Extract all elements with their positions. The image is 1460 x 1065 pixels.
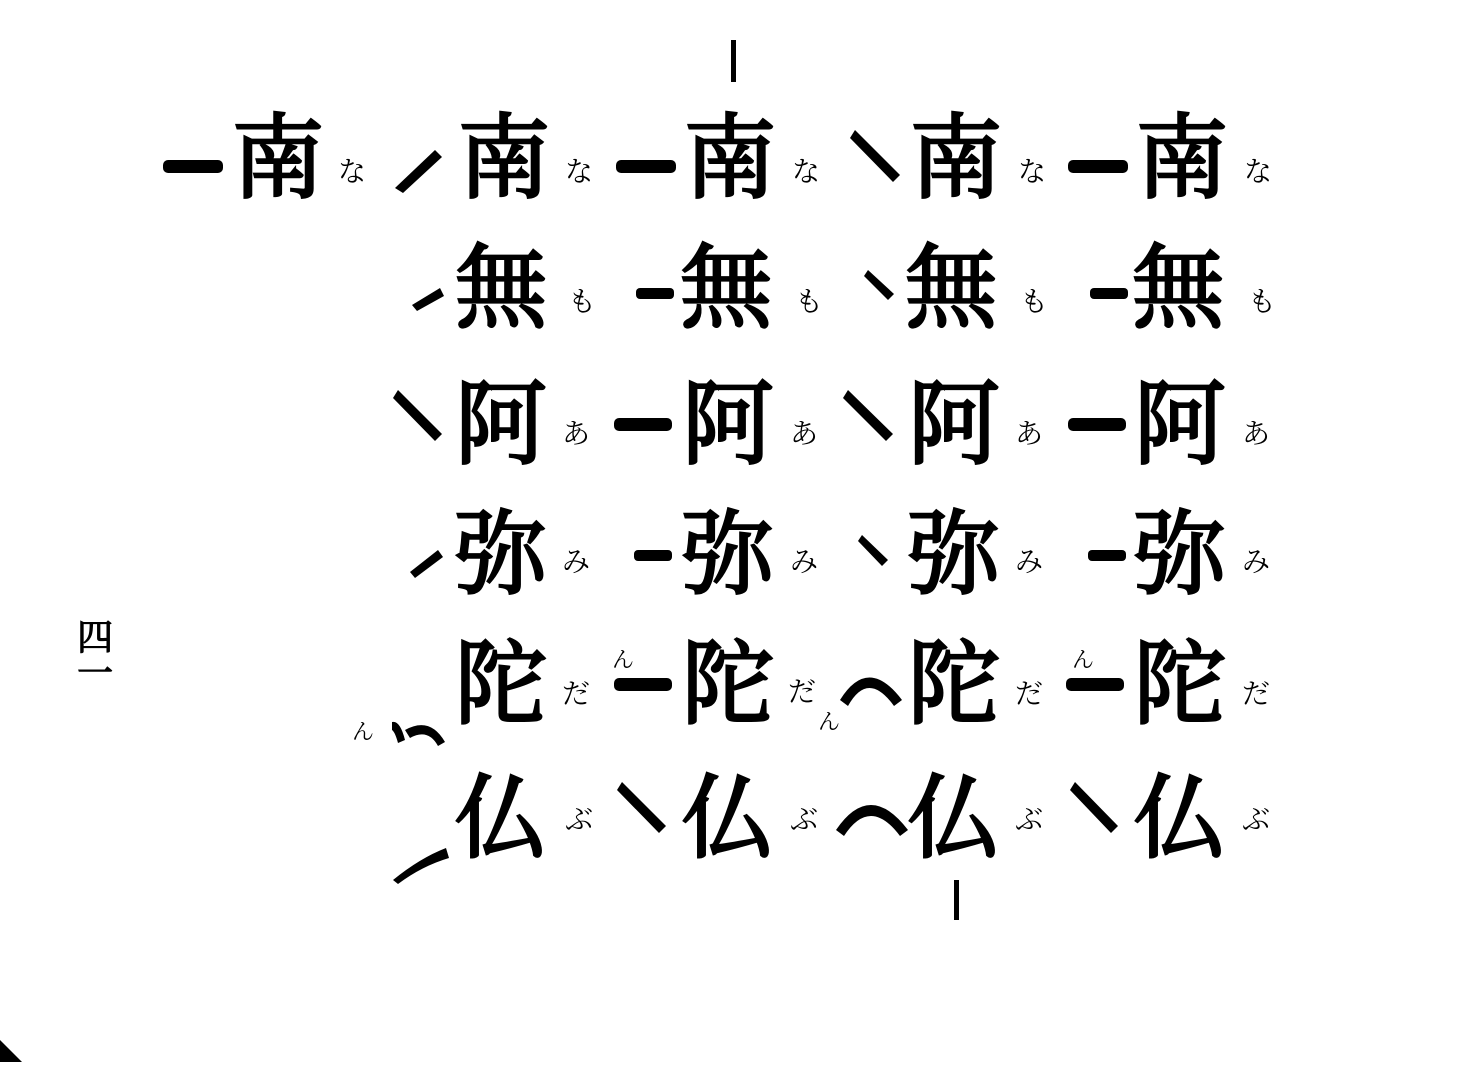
furigana: な (1244, 155, 1273, 188)
kanji-char: 陀 (1134, 630, 1227, 738)
dash-mark (1088, 550, 1126, 561)
kanji-char: 阿 (455, 370, 548, 478)
page-number-text: 四一 (71, 618, 113, 690)
furigana: ぶ (1242, 803, 1271, 836)
furigana: な (792, 155, 821, 188)
arch-mark (840, 678, 902, 707)
dash-mark (636, 288, 674, 299)
kanji-char: 阿 (1134, 370, 1227, 478)
furigana: み (562, 545, 591, 578)
kanji-char: 陀 (682, 630, 775, 738)
furigana: あ (1015, 417, 1044, 450)
furigana: な (565, 155, 594, 188)
kanji-char: 南 (458, 104, 551, 212)
kanji-char: 陀 (455, 630, 548, 738)
page-number (70, 618, 114, 700)
falling-mark (617, 782, 666, 833)
kanji-char: 仏 (455, 764, 548, 872)
furigana: ぶ (790, 803, 819, 836)
kanji-char: 無 (455, 234, 548, 342)
furigana: だ (788, 675, 817, 708)
kanji-char: 南 (910, 104, 1003, 212)
kanji-char: 無 (680, 234, 773, 342)
furigana: あ (562, 417, 591, 450)
kanji-char: 無 (905, 234, 998, 342)
furigana: な (338, 155, 367, 188)
furigana: も (568, 285, 597, 318)
dash-mark (1068, 160, 1128, 173)
kanji-char: 弥 (1134, 500, 1227, 608)
rising-mark (412, 288, 444, 311)
rising-mark (395, 150, 442, 193)
furigana: ぶ (1015, 803, 1044, 836)
furigana: み (1015, 545, 1044, 578)
dash-mark (1068, 418, 1126, 431)
wave-mark (405, 725, 445, 746)
furigana: み (790, 545, 819, 578)
kanji-char: 南 (232, 104, 325, 212)
kanji-char: 阿 (908, 370, 1001, 478)
furigana: あ (1242, 417, 1271, 450)
falling-mark (864, 270, 894, 300)
furigana: ぶ (565, 803, 594, 836)
dash-mark (163, 160, 223, 173)
kanji-char: 南 (684, 104, 777, 212)
kanji-char: 無 (1132, 234, 1225, 342)
furigana: な (1018, 155, 1047, 188)
kanji-char: 仏 (682, 764, 775, 872)
furigana: だ (562, 677, 591, 710)
kanji-char: 南 (1136, 104, 1229, 212)
dash-mark (614, 418, 672, 431)
kanji-char: 弥 (908, 500, 1001, 608)
falling-mark (850, 130, 900, 182)
furigana: も (1248, 285, 1277, 318)
kanji-char: 弥 (455, 500, 548, 608)
falling-mark (393, 390, 442, 441)
kanji-char: 仏 (1134, 764, 1227, 872)
furigana: も (795, 285, 824, 318)
falling-mark (1070, 782, 1118, 833)
falling-mark (843, 390, 893, 441)
dash-mark (1090, 288, 1128, 299)
dash-mark (634, 550, 672, 561)
dash-mark (614, 678, 672, 691)
vertical-bar-top (731, 40, 736, 82)
kanji-char: 阿 (682, 370, 775, 478)
furigana: み (1242, 545, 1271, 578)
furigana: も (1020, 285, 1049, 318)
vertical-bar-bottom (954, 880, 959, 920)
kanji-char: 弥 (682, 500, 775, 608)
falling-mark (858, 535, 888, 566)
furigana: だ (1015, 677, 1044, 710)
rising-mark (410, 550, 443, 578)
nasal-mark: ん (612, 648, 635, 673)
corner-mark (0, 1040, 22, 1062)
nasal-mark: ん (352, 720, 375, 745)
furigana: あ (790, 417, 819, 450)
dash-mark (1066, 678, 1124, 691)
arch-mark (836, 805, 908, 836)
kanji-char: 仏 (908, 764, 1001, 872)
dash-mark (616, 160, 676, 173)
furigana: だ (1242, 677, 1271, 710)
nasal-mark: ん (1072, 648, 1095, 673)
rising-mark (393, 848, 449, 884)
nasal-mark: ん (818, 710, 841, 735)
wave-mark (392, 722, 405, 743)
kanji-char: 陀 (908, 630, 1001, 738)
